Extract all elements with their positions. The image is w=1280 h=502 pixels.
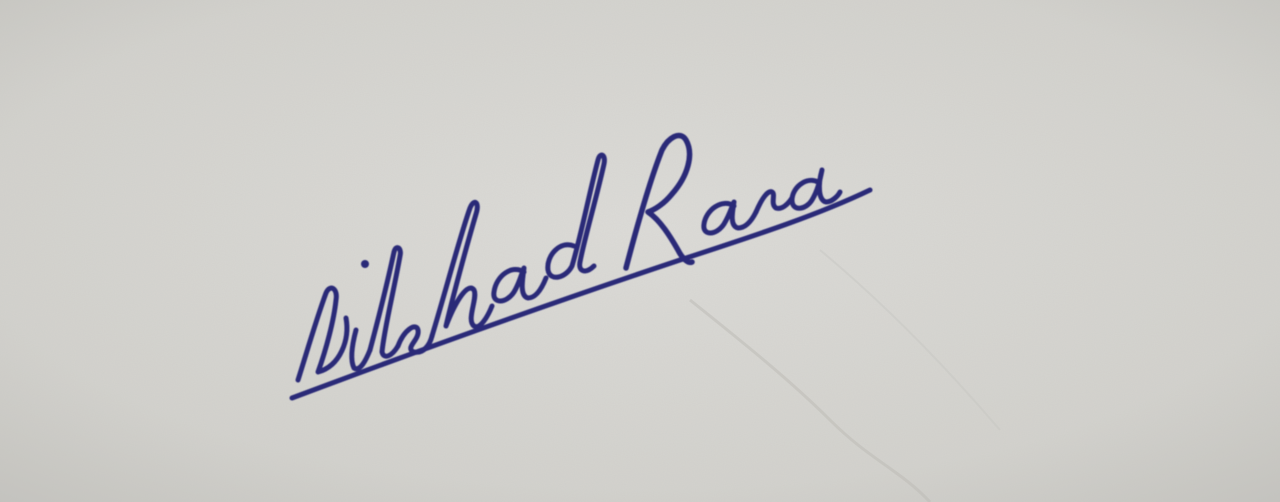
signature-stroke [361, 260, 369, 268]
